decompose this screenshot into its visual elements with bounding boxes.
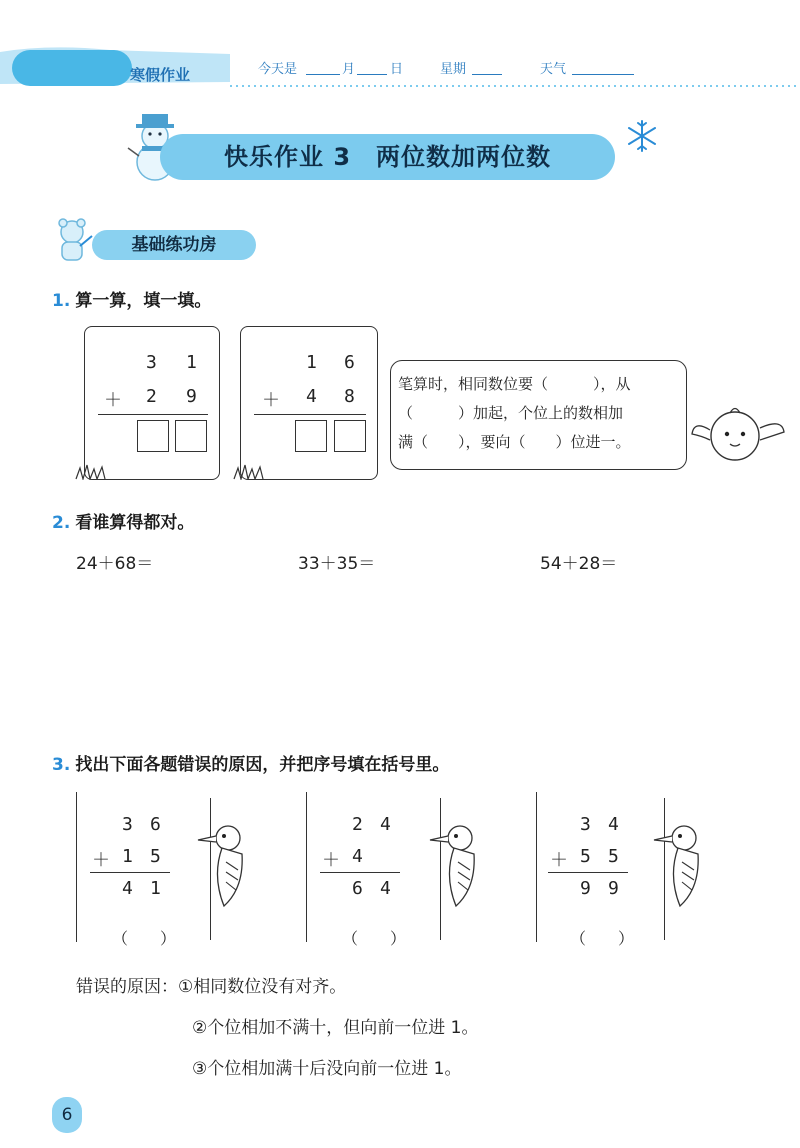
- digit: 1: [186, 352, 197, 373]
- q1-heading: [52, 286, 211, 311]
- q3-text: 找出下面各题错误的原因，并把序号填在括号里。: [75, 755, 450, 775]
- section-title: 基础练功房: [131, 235, 217, 255]
- digit: 5: [580, 846, 591, 867]
- bird-mascot-icon: [690, 400, 786, 464]
- plus-sign: ＋: [92, 850, 110, 871]
- answer-paren[interactable]: （ ）: [570, 929, 635, 948]
- digit: 9: [186, 386, 197, 407]
- answer-paren[interactable]: （ ）: [342, 929, 407, 948]
- q2-text: 看谁算得都对。: [75, 513, 195, 533]
- digit: 1: [150, 878, 161, 899]
- woodpecker-icon: [648, 818, 718, 914]
- digit: 3: [580, 814, 591, 835]
- digit: 2: [352, 814, 363, 835]
- woodpecker-icon: [192, 818, 262, 914]
- digit: 9: [580, 878, 591, 899]
- problem-border: [536, 792, 537, 942]
- weather-label: 天气: [540, 62, 567, 77]
- sum-line: [548, 872, 628, 873]
- digit: 5: [608, 846, 619, 867]
- q2-number: 2.: [52, 513, 71, 533]
- reason-2: ②个位相加不满十，但向前一位进 1。: [192, 1018, 479, 1038]
- answer-box-ones[interactable]: [334, 420, 366, 452]
- reason-1: ①相同数位没有对齐。: [178, 977, 347, 997]
- plus-sign: ＋: [322, 850, 340, 871]
- plus-sign: ＋: [262, 390, 280, 411]
- sum-line: [90, 872, 170, 873]
- digit: 6: [352, 878, 363, 899]
- expression-1: 24＋68＝: [76, 554, 154, 574]
- brand-label: 寒假作业: [130, 66, 191, 84]
- hint-line-3: 满（ ），要向（ ）位进一。: [398, 433, 631, 451]
- reason-3: ③个位相加满十后没向前一位进 1。: [192, 1059, 462, 1079]
- brand-logo: [12, 50, 132, 86]
- answer-box-ones[interactable]: [175, 420, 207, 452]
- sum-line: [254, 414, 366, 415]
- date-prefix: 今天是: [258, 62, 298, 77]
- digit: 4: [380, 878, 391, 899]
- month-blank[interactable]: [306, 62, 340, 75]
- q3-heading: [52, 750, 449, 775]
- digit: 6: [150, 814, 161, 835]
- digit: 4: [608, 814, 619, 835]
- q1-text: 算一算，填一填。: [75, 291, 212, 311]
- sum-line: [320, 872, 400, 873]
- weekday-label: 星期: [440, 62, 467, 77]
- page-number: 6: [52, 1097, 82, 1133]
- grass-icon: [232, 462, 266, 480]
- problem-border: [76, 792, 77, 942]
- digit: 3: [146, 352, 157, 373]
- day-blank[interactable]: [357, 62, 387, 75]
- plus-sign: ＋: [104, 390, 122, 411]
- weekday-blank[interactable]: [472, 62, 502, 75]
- digit: 2: [146, 386, 157, 407]
- answer-paren[interactable]: （ ）: [112, 929, 177, 948]
- digit: 4: [380, 814, 391, 835]
- digit: 9: [608, 878, 619, 899]
- hint-line-1: 笔算时，相同数位要（ ），从: [398, 375, 631, 393]
- digit: 4: [122, 878, 133, 899]
- page-title: 快乐作业 3 两位数加两位数: [223, 143, 552, 171]
- q2-heading: [52, 508, 194, 533]
- digit: 5: [150, 846, 161, 867]
- digit: 3: [122, 814, 133, 835]
- day-label: 日: [390, 62, 404, 77]
- grass-icon: [74, 462, 108, 480]
- bear-mascot-icon: [50, 216, 94, 264]
- reason-label: 错误的原因：: [76, 977, 178, 997]
- answer-box-tens[interactable]: [137, 420, 169, 452]
- digit: 1: [122, 846, 133, 867]
- plus-sign: ＋: [550, 850, 568, 871]
- answer-box-tens[interactable]: [295, 420, 327, 452]
- hint-line-2: （ ）加起，个位上的数相加: [398, 404, 624, 422]
- month-label: 月: [342, 62, 356, 77]
- digit: 6: [344, 352, 355, 373]
- expression-2: 33＋35＝: [298, 554, 376, 574]
- digit: 4: [306, 386, 317, 407]
- q3-number: 3.: [52, 755, 71, 775]
- expression-3: 54＋28＝: [540, 554, 618, 574]
- digit: 1: [306, 352, 317, 373]
- digit: 4: [352, 846, 363, 867]
- snowflake-icon: [624, 118, 660, 154]
- digit: 8: [344, 386, 355, 407]
- sum-line: [98, 414, 208, 415]
- hint-text: [398, 370, 682, 457]
- problem-border: [306, 792, 307, 942]
- q1-number: 1.: [52, 291, 71, 311]
- weather-blank[interactable]: [572, 62, 634, 75]
- woodpecker-icon: [424, 818, 494, 914]
- reasons-row-1: [76, 972, 346, 997]
